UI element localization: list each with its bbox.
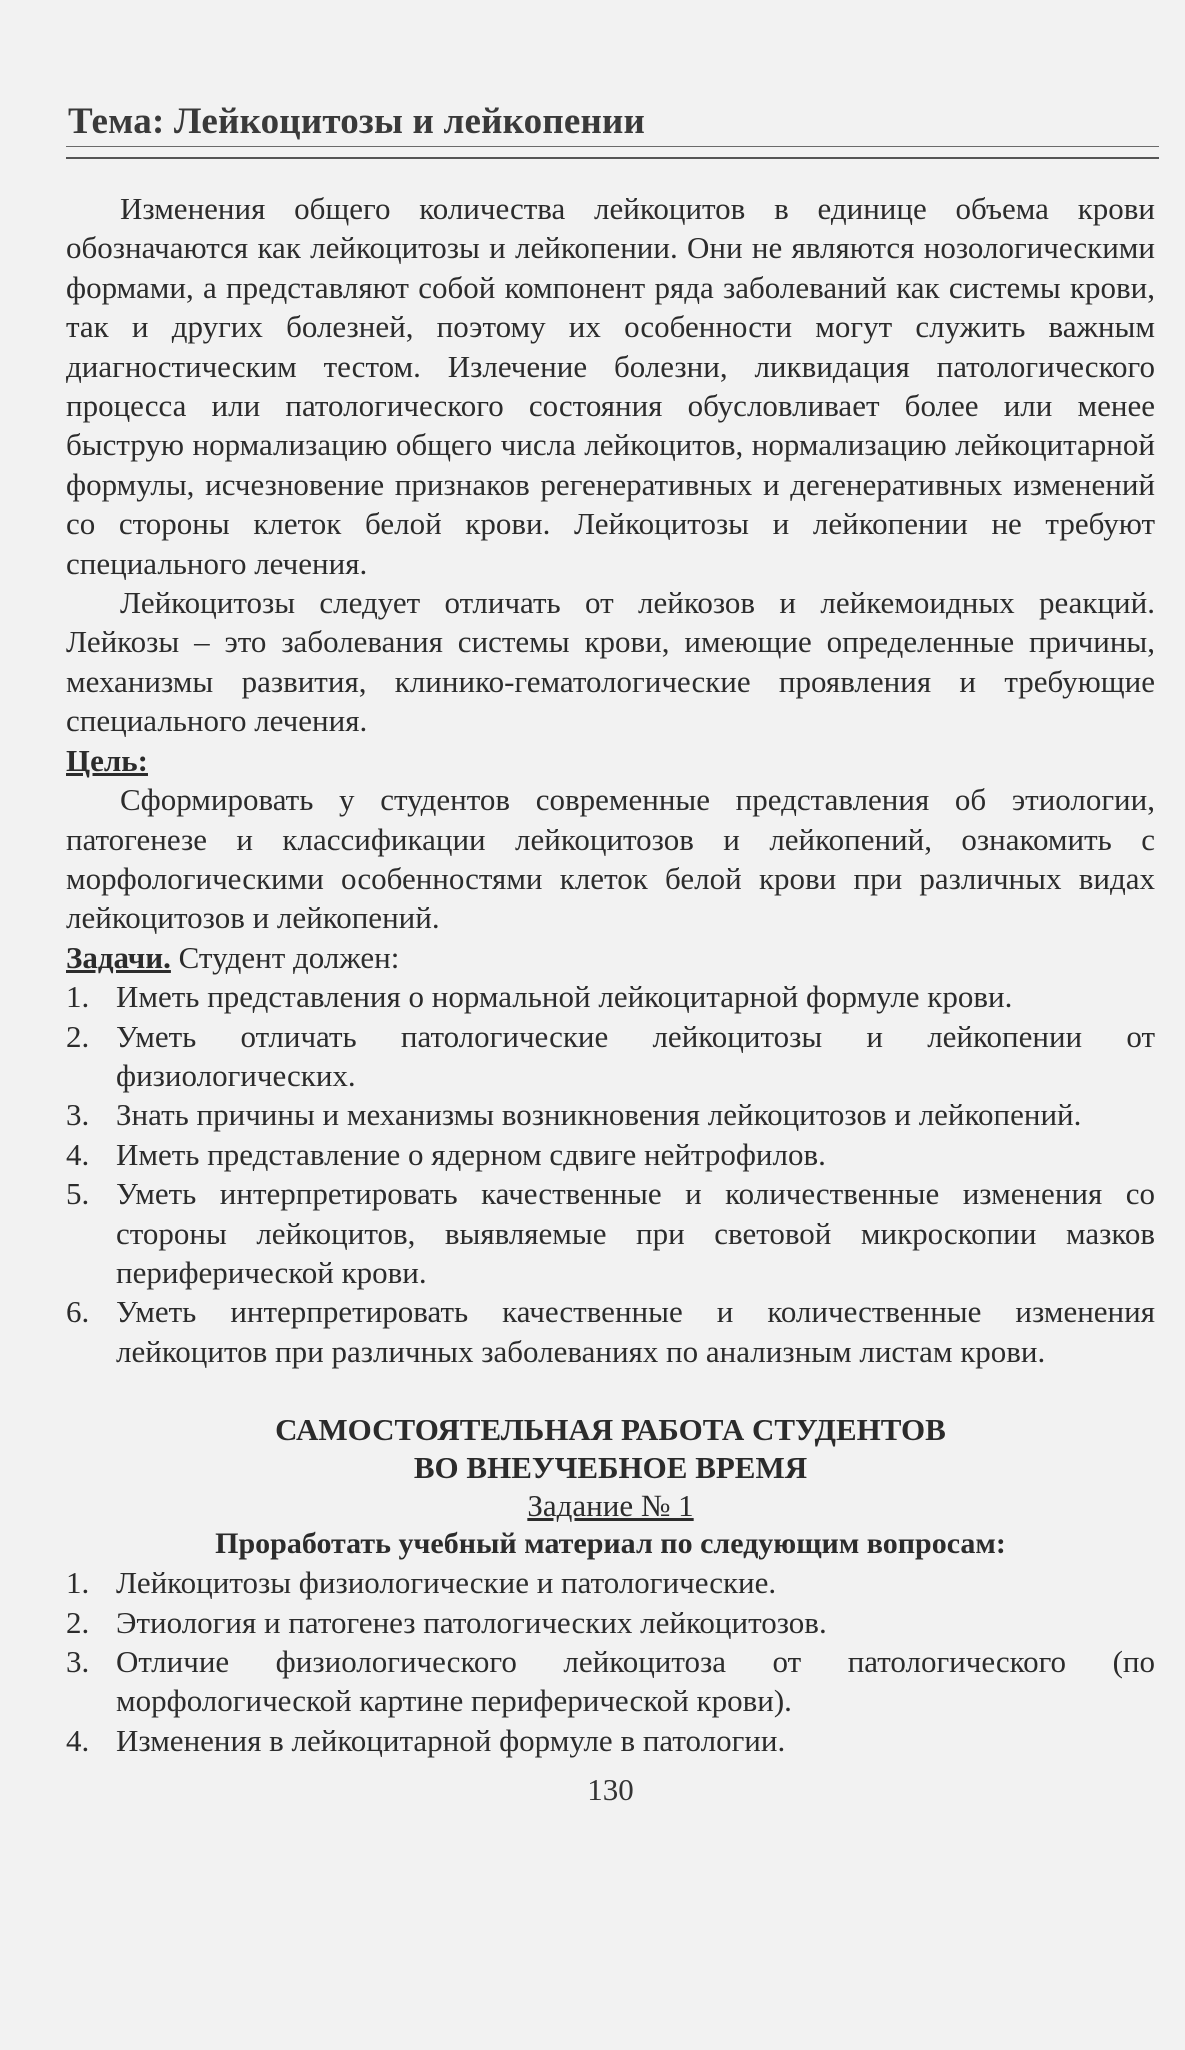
list-item-number: 2. (66, 1018, 90, 1054)
goal-label: Цель: (66, 742, 148, 778)
list-item (66, 1174, 1155, 1292)
list-item-text: Лейкоцитозы физиологические и патологические. (116, 1565, 777, 1601)
list-item-text: Изменения в лейкоцитарной формуле в патологии. (116, 1722, 786, 1758)
assignment-questions-list (66, 1563, 1155, 1760)
list-item (66, 977, 1155, 1016)
list-item-text: Этиология и патогенез патологических лейкоцитозов. (116, 1604, 827, 1640)
list-item-number: 3. (66, 1097, 90, 1133)
list-item-number: 4. (66, 1136, 90, 1172)
list-item-text: Уметь интерпретировать качественные и количественные изменения лейкоцитов при различных заболеваниях по анализным листам крови. (116, 1294, 1155, 1369)
list-item-number: 1. (66, 1565, 90, 1601)
page-header-title: Тема: Лейкоцитозы и лейкопении (68, 101, 646, 142)
list-item-text: Уметь отличать патологические лейкоцитозы и лейкопении от физиологических. (116, 1018, 1155, 1093)
list-item (66, 1603, 1155, 1642)
list-item (66, 1292, 1155, 1371)
tasks-label: Задачи. (66, 939, 171, 975)
list-item-text: Знать причины и механизмы возникновения лейкоцитозов и лейкопений. (116, 1097, 1082, 1133)
list-item (66, 1095, 1155, 1134)
list-item-text: Иметь представление о ядерном сдвиге нейтрофилов. (116, 1136, 826, 1172)
intro-paragraph-1: Изменения общего количества лейкоцитов в единице объема крови обозначаются как лейкоцитозы и лейкопении. Они не являются нозологическими формами, а представляют собой компонент ряда заболеваний как системы крови, так и других болезней, поэтому их особенности могут служить важным диагностическим тестом. Излечение болезни, ликвидация патологического процесса или патологического состояния обусловливает более или менее быструю нормализацию общего числа лейкоцитов, нормализацию лейкоцитарной формулы, исчезновение признаков регенеративных и дегенеративных изменений со стороны клеток белой крови. Лейкоцитозы и лейкопении не требуют специального лечения. (66, 191, 1155, 581)
list-item-text: Уметь интерпретировать качественные и количественные изменения со стороны лейкоцитов, выявляемые при световой микроскопии мазков периферической крови. (116, 1176, 1155, 1290)
list-item-number: 5. (66, 1176, 90, 1212)
assignment-title: Задание № 1 (527, 1488, 694, 1524)
list-item-number: 3. (66, 1644, 90, 1679)
tasks-label-line (66, 938, 1155, 977)
list-item-number: 6. (66, 1294, 90, 1330)
goal-label-line (66, 741, 1155, 780)
document-body (66, 189, 1155, 1810)
list-item-number: 4. (66, 1722, 90, 1758)
list-item (66, 1642, 1155, 1721)
tasks-list (66, 977, 1155, 1371)
section-heading-line-1: САМОСТОЯТЕЛЬНАЯ РАБОТА СТУДЕНТОВ (275, 1412, 946, 1448)
page-number: 130 (587, 1772, 634, 1808)
list-item (66, 1017, 1155, 1096)
list-item (66, 1135, 1155, 1174)
goal-text: Сформировать у студентов современные представления об этиологии, патогенезе и классификации лейкоцитозов и лейкопений, ознакомить с морфологическими особенностями клеток белой крови при различных видах лейкоцитозов и лейкопений. (66, 782, 1155, 936)
section-heading-line-2: ВО ВНЕУЧЕБНОЕ ВРЕМЯ (413, 1450, 808, 1486)
list-item (66, 1721, 1155, 1760)
list-item-number: 1. (66, 979, 90, 1015)
intro-paragraph-2: Лейкоцитозы следует отличать от лейкозов и лейкемоидных реакций. Лейкозы – это заболевания системы крови, имеющие определенные причины, механизмы развития, клинико-гематологические проявления и требующие специального лечения. (66, 585, 1155, 739)
tasks-intro: Студент должен: (170, 939, 400, 975)
list-item-text: Отличие физиологического лейкоцитоза от патологического (по морфологической картине периферической крови). (116, 1644, 1155, 1719)
list-item (66, 1563, 1155, 1602)
section-heading (66, 1411, 1155, 1487)
header-divider (66, 146, 1159, 159)
list-item-text: Иметь представления о нормальной лейкоцитарной формуле крови. (116, 979, 1013, 1015)
list-item-number: 2. (66, 1604, 90, 1640)
assignment-instruction: Проработать учебный материал по следующим вопросам: (215, 1527, 1006, 1561)
